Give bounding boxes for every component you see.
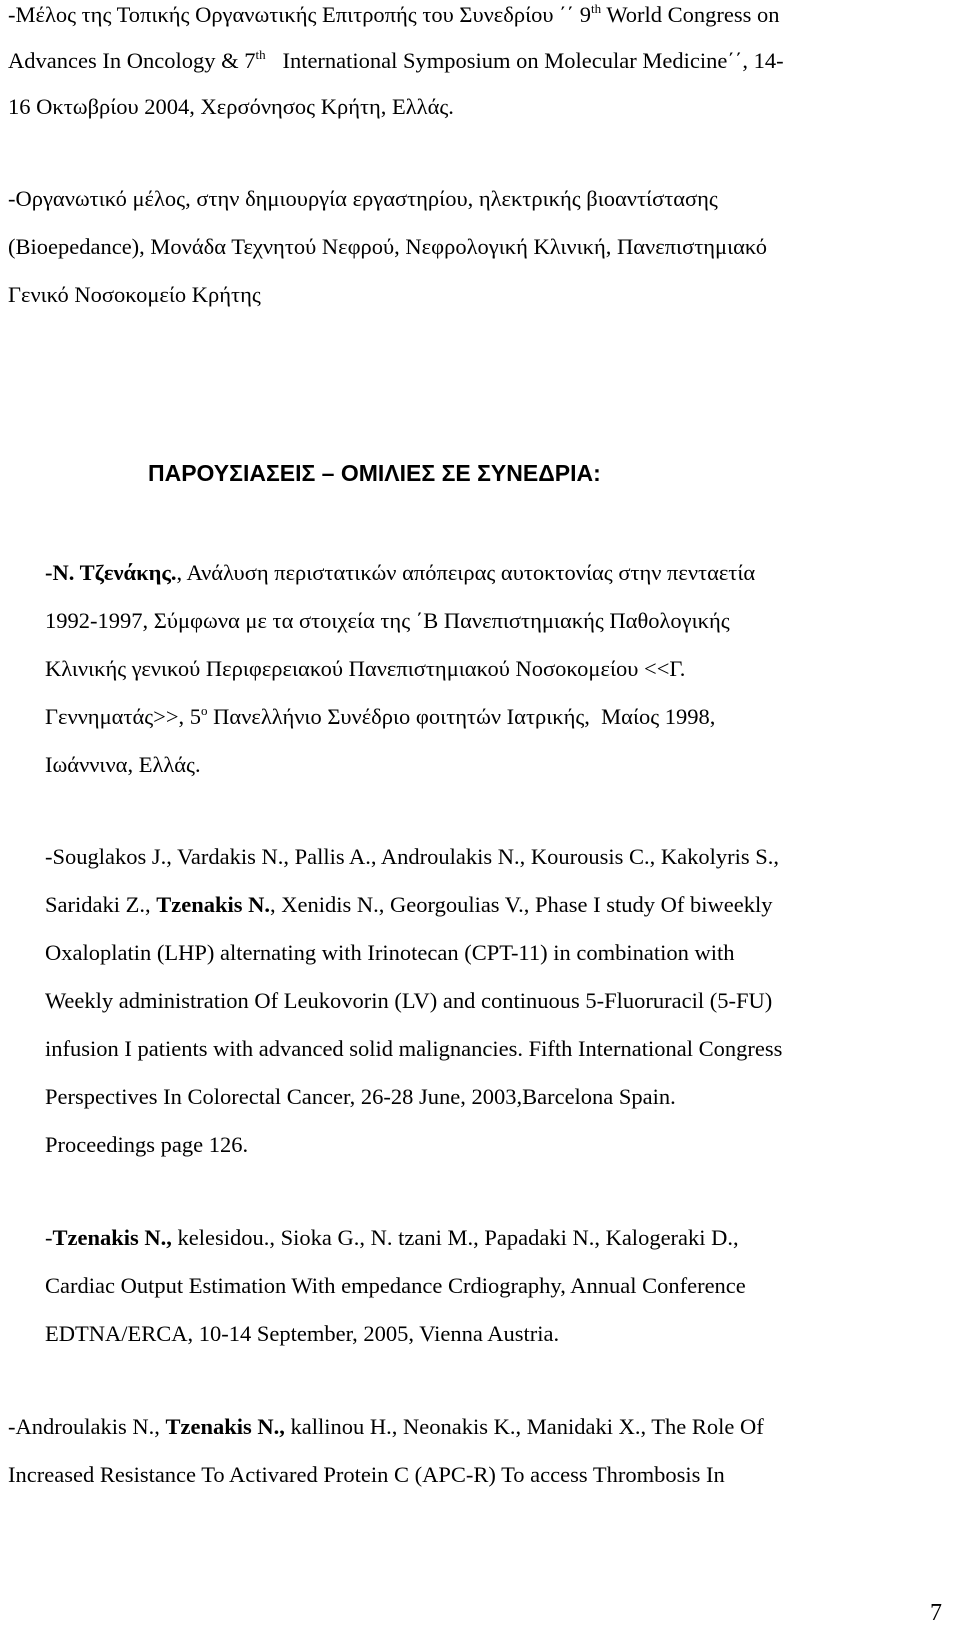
entry2-line-1: -Souglakos J., Vardakis N., Pallis A., Androulakis N., Kourousis C., Kakolyris S., <box>45 844 779 869</box>
congress-line-3: 16 Οκτωβρίου 2004, Χερσόνησος Κρήτη, Ελλάς. <box>8 94 454 119</box>
author-bold: Tzenakis N. <box>156 892 270 917</box>
author-bold: Tzenakis N., <box>165 1414 285 1439</box>
entry1-line-1: -Ν. Τζενάκης., Ανάλυση περιστατικών απόπειρας αυτοκτονίας στην πενταετία <box>45 560 756 585</box>
author-bold: -Ν. Τζενάκης. <box>45 560 177 585</box>
entry4-line-2: Increased Resistance To Activared Protein C (APC-R) To access Thrombosis In <box>8 1462 725 1487</box>
entry2-line-6: Perspectives In Colorectal Cancer, 26-28 June, 2003,Barcelona Spain. <box>45 1084 676 1109</box>
author-bold: Tzenakis N., <box>52 1225 172 1250</box>
entry1-line-3: Κλινικής γενικού Περιφερειακού Πανεπιστημιακού Νοσοκομείου <<Γ. <box>45 656 686 681</box>
entry3-line-3: EDTNA/ERCA, 10-14 September, 2005, Vienna Austria. <box>45 1321 560 1346</box>
entry3-line-1: -Tzenakis N., kelesidou., Sioka G., N. tzani M., Papadaki N., Kalogeraki D., <box>45 1225 739 1250</box>
organizer-line-2: (Bioepedance), Μονάδα Τεχνητού Νεφρού, Νεφρολογική Κλινική, Πανεπιστημιακό <box>8 234 768 259</box>
entry2-line-5: infusion I patients with advanced solid malignancies. Fifth International Congress <box>45 1036 783 1061</box>
section-heading: ΠΑΡΟΥΣΙΑΣΕΙΣ – ΟΜΙΛΙΕΣ ΣΕ ΣΥΝΕΔΡΙΑ: <box>148 460 601 486</box>
entry1-line-2: 1992-1997, Σύμφωνα με τα στοιχεία της ΄Β Πανεπιστημιακής Παθολογικής <box>45 608 730 633</box>
congress-line-1: -Μέλος της Τοπικής Οργανωτικής Επιτροπής του Συνεδρίου ΄΄ 9th World Congress on <box>8 1 780 27</box>
organizer-line-1: -Οργανωτικό μέλος, στην δημιουργία εργαστηρίου, ηλεκτρικής βιοαντίστασης <box>8 186 718 211</box>
entry4-line-1: -Androulakis N., Tzenakis N., kallinou H., Neonakis K., Manidaki X., The Role Of <box>8 1414 764 1439</box>
entry2-line-2: Saridaki Z., Tzenakis N., Xenidis N., Georgoulias V., Phase I study Of biweekly <box>45 892 773 917</box>
organizer-line-3: Γενικό Νοσοκομείο Κρήτης <box>8 282 261 307</box>
entry3-line-2: Cardiac Output Estimation With empedance Crdiography, Annual Conference <box>45 1273 746 1298</box>
page-number: 7 <box>930 1600 942 1626</box>
entry2-line-7: Proceedings page 126. <box>45 1132 249 1157</box>
congress-line-2: Advances In Oncology & 7th International Symposium on Molecular Medicine΄΄, 14- <box>8 47 784 73</box>
entry2-line-3: Oxaloplatin (LHP) alternating with Irinotecan (CPT-11) in combination with <box>45 940 735 965</box>
entry2-line-4: Weekly administration Of Leukovorin (LV) and continuous 5-Fluoruracil (5-FU) <box>45 988 773 1013</box>
entry1-line-5: Ιωάννινα, Ελλάς. <box>45 752 201 777</box>
entry1-line-4: Γεννηματάς>>, $5^o$ Πανελλήνιο Συνέδριο φοιτητών Ιατρικής, Μαίος 1998, <box>45 703 716 729</box>
